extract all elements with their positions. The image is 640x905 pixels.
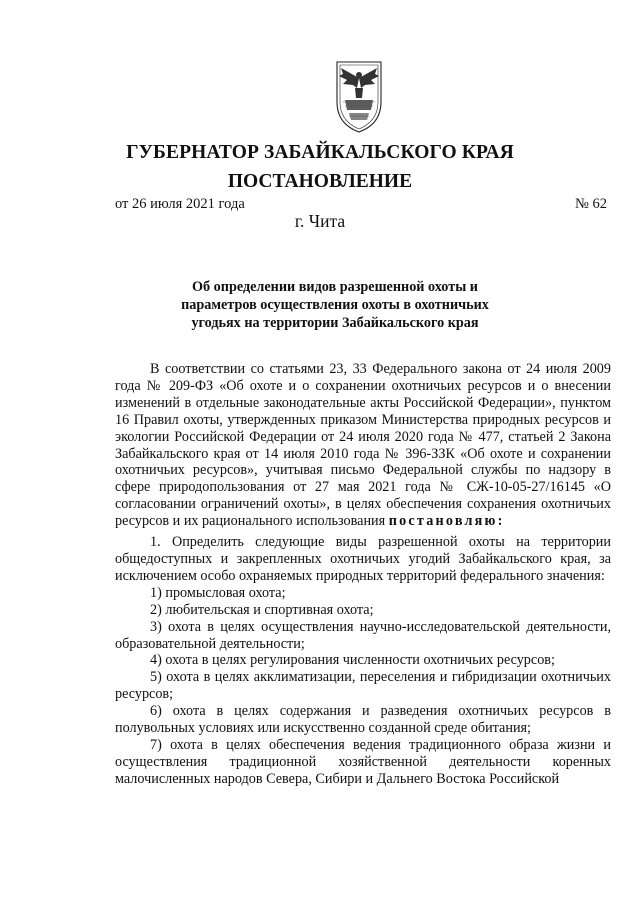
- document-city: г. Чита: [294, 211, 346, 231]
- subitem: 1) промысловая охота;: [150, 584, 286, 601]
- document-type: ПОСТАНОВЛЕНИЕ: [227, 171, 413, 192]
- coat-of-arms-icon: [329, 58, 389, 134]
- subitem: 4) охота в целях регулирования численности охотничьих ресурсов;: [150, 652, 555, 669]
- document-date: от 26 июля 2021 года: [115, 196, 245, 212]
- subitem: 5) охота в целях акклиматизации, переселения и гибридизации охотничьих ресурсов;: [115, 669, 611, 703]
- governor-title: ГУБЕРНАТОР ЗАБАЙКАЛЬСКОГО КРАЯ: [126, 142, 514, 163]
- subitem: 6) охота в целях содержания и разведения охотничьих ресурсов в полувольных условиях или искусственно созданной среде обитания;: [115, 703, 611, 737]
- document-number: № 62: [575, 196, 607, 212]
- subject-line: угодьях на территории Забайкальского края: [191, 315, 479, 331]
- item-paragraph: 1. Определить следующие виды разрешенной охоты на территории общедоступных и закрепленных охотничьих угодий Забайкальского края, за исключением особо охраняемых природных территорий федерального значения:: [115, 534, 611, 584]
- subitem: 3) охота в целях осуществления научно-исследовательской деятельности, образовательной деятельности;: [115, 618, 611, 652]
- preamble-paragraph: [115, 361, 611, 530]
- subitem: 7) охота в целях обеспечения ведения традиционного образа жизни и осуществления традиционной хозяйственной деятельности коренных малочисленных народов Севера, Сибири и Дальнего Востока Российской: [115, 736, 611, 787]
- document-body: [115, 361, 611, 788]
- subitem: 2) любительская и спортивная охота;: [150, 601, 374, 618]
- document-subject: [150, 278, 520, 332]
- subject-line: параметров осуществления охоты в охотничьих: [181, 297, 489, 313]
- subject-line: Об определении видов разрешенной охоты и: [192, 279, 478, 295]
- preamble-text: В соответствии со статьями 23, 33 Федерального закона от 24 июля 2009 года № 209-ФЗ «Об охоте и о сохранении охотничьих ресурсов и о внесении изменений в отдельные законодательные акты Российской Федерации», пунктом 16 Правил охоты, утвержденных приказом Министерства природных ресурсов и экологии Российской Федерации от 24 июля 2020 года № 477, статьей 2 Закона Забайкальского края от 14 июля 2010 года № 396-ЗЗК «Об охоте и сохранении охотничьих ресурсов», учитывая письмо Федеральной службы по надзору в сфере природопользования от 27 мая 2021 года № СЖ-10-05-27/16145 «О согласовании ограничений охоты», в целях обеспечения сохранения охотничьих ресурсов и их рационального использования: [115, 361, 611, 530]
- decree-keyword: постановляю:: [388, 513, 505, 530]
